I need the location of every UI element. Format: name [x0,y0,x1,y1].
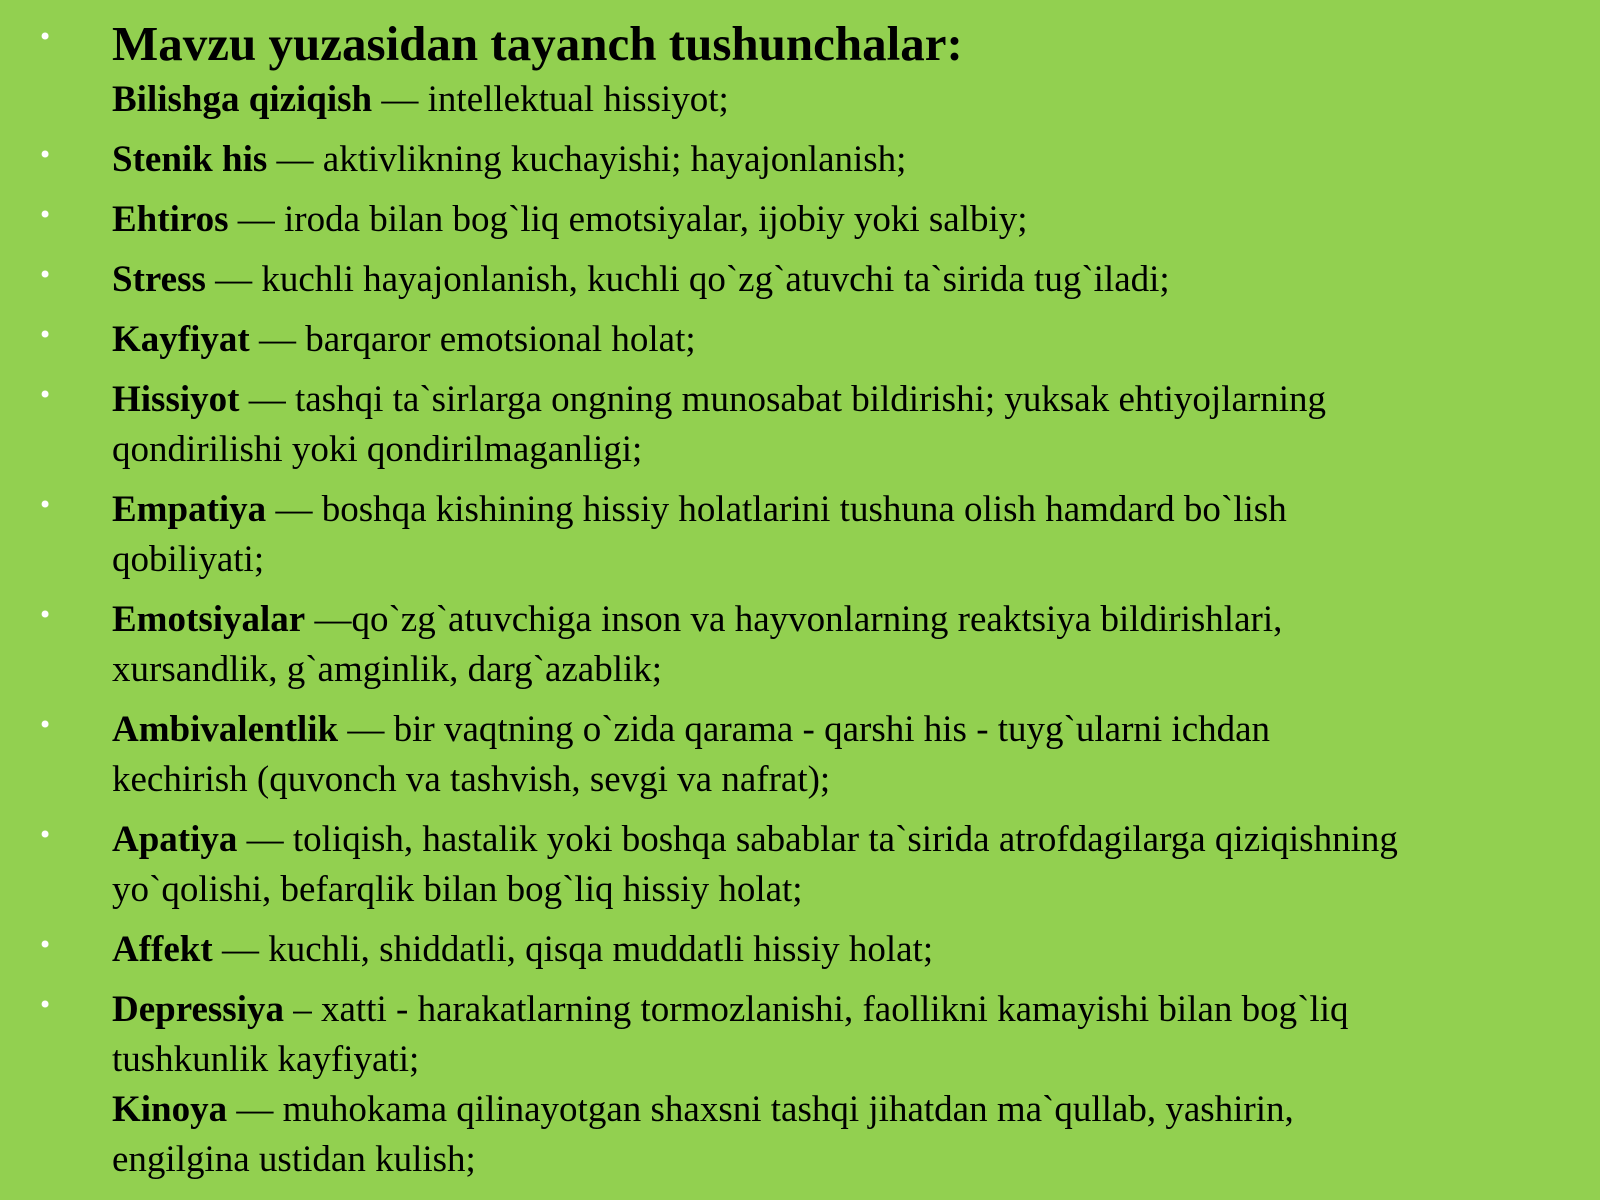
term-line-ehtiros [112,195,1592,245]
term-line-kayfiyat [112,315,1592,365]
term-separator: — [266,489,322,530]
term-label: Affekt [112,929,213,970]
term-separator: – [283,989,321,1030]
term-definition: bir vaqtning o`zida qarama - qarshi his - tuyg`ularni ichdan [393,709,1271,750]
bullet-marker: • [38,601,53,629]
term-line-emotsiyalar [112,595,1592,645]
term-separator: — [338,709,394,750]
term-separator: — [205,259,262,300]
term-line-apatiya [112,815,1592,865]
bullet-marker: • [38,931,53,959]
bullet-marker: • [38,261,53,289]
term-definition-continued: tushkunlik kayfiyati; [112,1039,420,1080]
term-definition-continued: qondirilishi yoki qondirilmaganligi; [112,429,643,470]
term-definition-continued: qobiliyati; [112,539,265,580]
term-definition: aktivlikning kuchayishi; hayajonlanish; [322,139,907,180]
term-label: Empatiya [112,489,267,530]
term-definition-continued: xursandlik, g`amginlik, darg`azablik; [112,649,663,690]
bullet-marker: • [38,141,53,169]
term-separator: — [239,379,295,420]
term-definition: toliqish, hastalik yoki boshqa sabablar ta`sirida atrofdagilarga qiziqishning [292,819,1398,860]
term-label: Stress [112,259,206,300]
term-label: Kayfiyat [112,319,250,360]
term-definition: iroda bilan bog`liq emotsiyalar, ijobiy yoki salbiy; [284,199,1028,240]
term-line-kinoya [112,1085,1592,1135]
term-definition: kuchli, shiddatli, qisqa muddatli hissiy holat; [268,929,934,970]
term-line-stress [112,255,1592,305]
term-label: Emotsiyalar [112,599,306,640]
term-line-bilishga-qiziqish [112,75,1592,125]
term-definition: barqaror emotsional holat; [305,319,696,360]
term-definition: boshqa kishining hissiy holatlarini tushuna olish hamdard bo`lish [321,489,1287,530]
bullet-marker: • [38,321,53,349]
term-separator: — [249,319,306,360]
term-separator: — [212,929,269,970]
term-separator: — [372,79,428,120]
bullet-marker: • [38,23,53,51]
bullet-marker: • [38,991,53,1019]
slide-title: Mavzu yuzasidan tayanch tushunchalar: [112,16,963,71]
term-line-hissiyot [112,375,1592,425]
term-line-affekt [112,925,1592,975]
term-definition: xatti - harakatlarning tormozlanishi, faollikni kamayishi bilan bog`liq [320,989,1349,1030]
term-separator: — [227,1089,283,1130]
term-label: Depressiya [112,989,284,1030]
bullet-marker: • [38,821,53,849]
term-definition: tashqi ta`sirlarga ongning munosabat bildirishi; yuksak ehtiyojlarning [294,379,1327,420]
term-line-ambivalentlik [112,705,1592,755]
term-line-depressiya [112,985,1592,1035]
term-definition: qo`zg`atuvchiga inson va hayvonlarning reaktsiya bildirishlari, [351,599,1283,640]
term-separator: — [267,139,323,180]
bullet-marker: • [38,711,53,739]
term-label: Apatiya [112,819,238,860]
term-definition: intellektual hissiyot; [427,79,729,120]
term-line-empatiya [112,485,1592,535]
term-definition-continued: yo`qolishi, befarqlik bilan bog`liq hissiy holat; [112,869,803,910]
term-separator: — [305,599,352,640]
term-label: Bilishga qiziqish [112,79,373,120]
term-definition-continued: engilgina ustidan kulish; [112,1139,476,1180]
term-label: Kinoya [112,1089,228,1130]
bullet-marker: • [38,201,53,229]
term-label: Hissiyot [112,379,240,420]
term-label: Ehtiros [112,199,229,240]
term-separator: — [228,199,285,240]
term-definition: muhokama qilinayotgan shaxsni tashqi jihatdan ma`qullab, yashirin, [282,1089,1294,1130]
term-label: Stenik his [112,139,268,180]
term-definition: kuchli hayajonlanish, kuchli qo`zg`atuvchi ta`sirida tug`iladi; [261,259,1170,300]
bullet-marker: • [38,491,53,519]
term-line-stenik-his [112,135,1592,185]
term-label: Ambivalentlik [112,709,339,750]
bullet-marker: • [38,381,53,409]
term-separator: — [237,819,293,860]
term-definition-continued: kechirish (quvonch va tashvish, sevgi va nafrat); [112,759,831,800]
